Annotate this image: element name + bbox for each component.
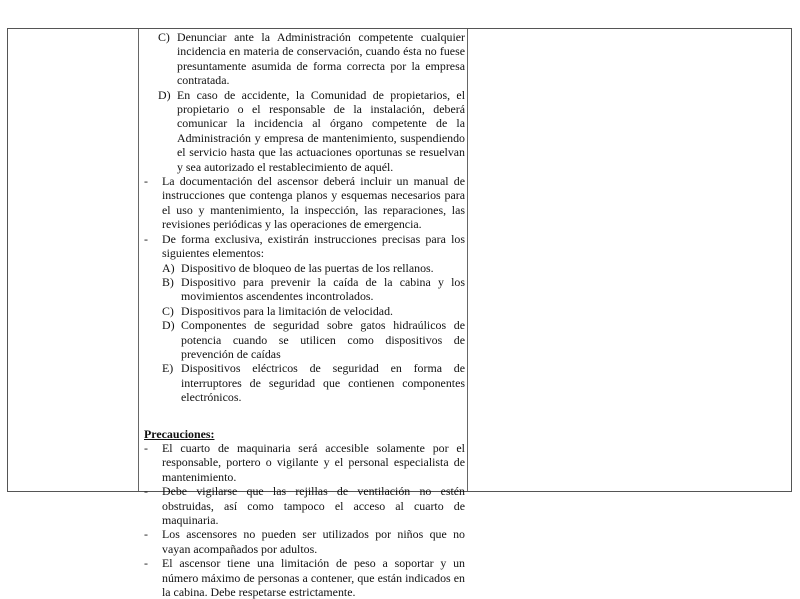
list-item bbox=[144, 275, 465, 304]
precaution-item bbox=[144, 556, 465, 599]
item-text: Dispositivo para prevenir la caída de la cabina y los movimientos ascendentes incontrolados. bbox=[181, 274, 465, 304]
bullet-dash: - bbox=[144, 527, 148, 542]
list-item bbox=[144, 304, 465, 318]
item-text: Dispositivo de bloqueo de las puertas de los rellanos. bbox=[181, 260, 434, 275]
precaution-text: Los ascensores no pueden ser utilizados por niños que no vayan acompañados por adultos. bbox=[162, 527, 465, 556]
document-table bbox=[7, 28, 792, 599]
spacer bbox=[144, 405, 465, 419]
bullet-dash: - bbox=[144, 174, 148, 189]
precaution-text: Debe vigilarse que las rejillas de ventilación no estén obstruidas, así como tampoco el acceso al cuarto de maquinaria. bbox=[162, 484, 465, 527]
precaution-item bbox=[144, 441, 465, 484]
left-column-cell bbox=[8, 29, 139, 491]
item-letter: D) bbox=[158, 87, 171, 102]
item-text: Denunciar ante la Administración competente cualquier incidencia en materia de conservación, cuando ésta no fuese presuntamente asumida de forma correcta por la empresa contratada. bbox=[177, 30, 465, 88]
item-letter: A) bbox=[162, 260, 175, 275]
item-text: En caso de accidente, la Comunidad de propietarios, el propietario o el responsable de la instalación, deberá comunicar la incidencia al órgano competente de la Administración y empresa de mantenimiento, suspendiendo el servicio hasta que las actuaciones oportunas se resuelvan y sea autorizado el restablecimiento de aquél. bbox=[177, 87, 465, 174]
precaution-text: El ascensor tiene una limitación de peso a soportar y un número máximo de personas a contener, que están indicados en la cabina. Debe respetarse estrictamente. bbox=[162, 556, 465, 599]
item-letter: C) bbox=[158, 30, 170, 44]
item-text: Dispositivos eléctricos de seguridad en forma de interruptores de seguridad que contienen componentes electrónicos. bbox=[181, 361, 465, 405]
item-letter: B) bbox=[162, 274, 174, 289]
spacer bbox=[144, 419, 465, 427]
bullet-text: De forma exclusiva, existirán instrucciones precisas para los siguientes elementos: bbox=[162, 231, 465, 261]
item-text: Componentes de seguridad sobre gatos hidraúlicos de potencia cuando se utilicen como dispositivos de prevención de caídas bbox=[181, 318, 465, 361]
list-item bbox=[144, 361, 465, 404]
precaution-item bbox=[144, 484, 465, 527]
bullet-dash: - bbox=[144, 440, 148, 455]
precaution-text: El cuarto de maquinaria será accesible solamente por el responsable, portero o vigilante y el personal especialista de mantenimiento. bbox=[162, 440, 465, 484]
bullet-item bbox=[144, 232, 465, 261]
bullet-dash: - bbox=[144, 231, 148, 246]
bullet-dash: - bbox=[144, 556, 148, 571]
item-letter: C) bbox=[162, 303, 174, 318]
list-item bbox=[144, 318, 465, 361]
item-letter: D) bbox=[162, 318, 175, 333]
precaution-item bbox=[144, 527, 465, 556]
precautions-heading: Precauciones: bbox=[144, 426, 215, 441]
bullet-dash: - bbox=[144, 484, 148, 499]
cell-content bbox=[144, 30, 465, 599]
bullet-item bbox=[144, 174, 465, 232]
list-item bbox=[144, 88, 465, 174]
bullet-text: La documentación del ascensor deberá incluir un manual de instrucciones que contenga planos y esquemas necesarios para el uso y mantenimiento, la inspección, las reparaciones, las revisiones periódicas y las operaciones de emergencia. bbox=[162, 174, 465, 232]
item-letter: E) bbox=[162, 361, 174, 376]
right-column-cell bbox=[467, 29, 791, 491]
list-item bbox=[144, 30, 465, 88]
item-text: Dispositivos para la limitación de velocidad. bbox=[181, 303, 393, 318]
middle-column-cell bbox=[138, 29, 468, 599]
list-item bbox=[144, 261, 465, 275]
